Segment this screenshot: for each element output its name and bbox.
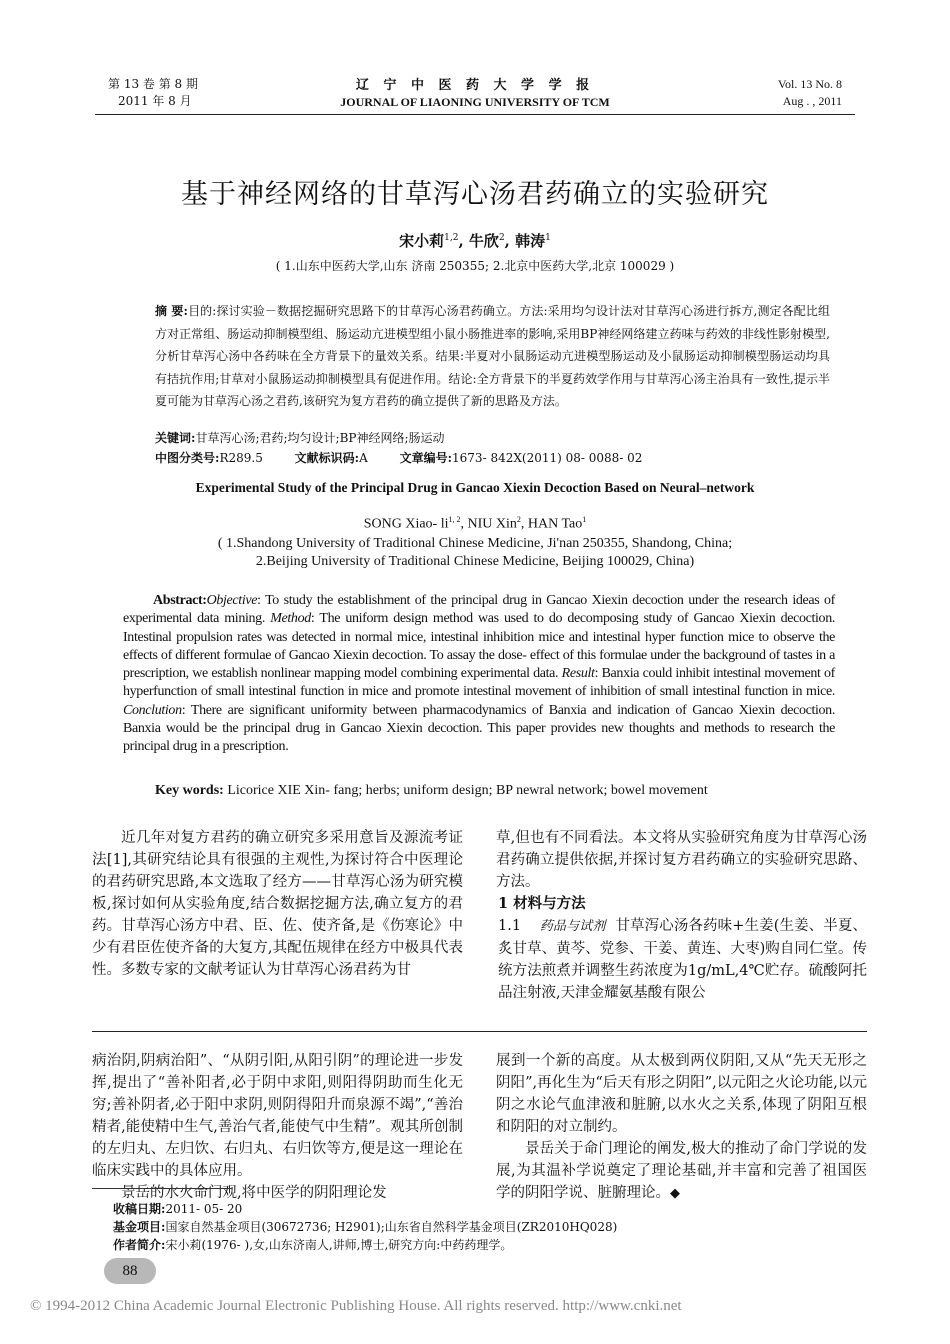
clc-value: R289.5 [219,451,263,465]
paragraph-text: 景岳关于命门理论的阐发,极大的推动了命门学说的发展,为其温补学说奠定了理论基础,并丰富和完善了祖国医学的阴阳学说、脏腑理论。 [496,1141,867,1201]
affiliation-en-line: 2.Beijing University of Traditional Chinese Medicine, Beijing 100029, China) [255,554,695,569]
doc-code-label: 文献标识码: [294,451,360,465]
authors-cn: 宋小莉$^{1,2}$, 牛欣$^2$, 韩涛$^1$ [399,232,551,250]
affiliation-en [0,535,950,571]
method-label: Method [270,611,311,627]
article-number-label: 文章编号: [399,451,453,465]
abstract-en [123,592,835,757]
author-affil-mark: 2 [516,515,521,524]
author-name: 牛欣 [468,232,499,250]
fund-text: 国家自然基金项目(30672736; H2901);山东省自然科学基金项目(ZR2010HQ028) [165,1220,618,1234]
subsection-label: 药品与试剂 [539,919,606,934]
author-affil-mark: 2 [498,233,505,243]
header-divider [95,114,855,115]
journal-name-en: JOURNAL OF LIAONING UNIVERSITY OF TCM [340,95,610,109]
objective-label: Objective [206,593,258,608]
section-heading: 1 材料与方法 [498,895,586,912]
copyright-notice: © 1994-2012 China Academic Journal Electronic Publishing House. All rights reserved. http://www.cnki.net [30,1298,682,1314]
subsection-1-1 [496,915,867,1004]
affiliation-en-line: ( 1.Shandong University of Traditional Chinese Medicine, Ji'nan 250355, Shandong, China; [217,536,733,551]
author-name: 宋小莉 [399,232,445,250]
volume-issue-cn: 第 13 卷 第 8 期 [108,77,198,91]
volume-issue-en: Vol. 13 No. 8 [777,77,842,91]
received-date: 2011- 05- 20 [165,1202,243,1216]
body-paragraph: 近几年对复方君药的确立研究多采用意旨及源流考证法[1],其研究结论具有很强的主观性,为探讨符合中医理论的君药研究思路,本文选取了经方——甘草泻心汤为研究模板,探讨如何从实验角度,结合数据挖掘方法,确立复方的君药。甘草泻心汤方中君、臣、佐、使齐备,是《伤寒论》中少有君臣佐使齐备的大复方,其配伍规律在经方中极具代表性。多数专家的文献考证认为甘草泻心汤君药为甘 [92,830,463,978]
page-number: 88 [104,1258,156,1284]
doc-code-value: A [359,451,368,465]
article-number-value: 1673- 842X(2011) 08- 0088- 02 [452,451,643,465]
author-bio-label: 作者简介: [113,1238,166,1252]
body-column-left-bottom [92,1050,463,1204]
date-cn: 2011 年 8 月 [118,94,192,108]
author-affil-mark: 1 [582,515,587,524]
end-diamond-icon: ◆ [670,1186,680,1201]
conclusion-label: Conclution [123,702,182,718]
body-column-right-top [496,827,867,1004]
body-paragraph: 景岳的水火命门观,将中医学的阴阳理论发 [121,1185,387,1201]
body-paragraph [496,1138,867,1205]
abstract-cn [155,300,830,413]
body-column-left-top [92,827,463,981]
affiliation-cn: ( 1.山东中医药大学,山东 济南 250355; 2.北京中医药大学,北京 100029 ) [275,259,675,273]
keywords-text-cn: 甘草泻心汤;君药;均匀设计;BP神经网络;肠运动 [195,431,445,445]
author-affil-mark: 1, 2 [448,515,461,524]
body-paragraph: 草,但也有不同看法。本文将从实验研究角度为甘草泻心汤君药确立提供依据,并探讨复方君药确立的实验研究思路、方法。 [496,830,867,890]
keywords-text-en: Licorice XIE Xin- fang; herbs; uniform design; BP newral network; bowel movement [223,783,708,798]
body-column-right-bottom [496,1050,867,1205]
author-name-en: , HAN Tao [520,516,583,532]
keywords-en [155,783,835,799]
result-text: : Banxia could inhibit intestinal movement of hyperfunction of small intestinal function in mice and promote intestinal movement of inhibition of small intestinal function in mice. [123,666,835,700]
author-affil-mark: 1 [545,233,551,243]
author-name: 韩涛 [515,232,546,250]
author-bio-text: 宋小莉(1976- ),女,山东济南人,讲师,博士,研究方向:中药药理学。 [165,1238,513,1252]
date-en: Aug . , 2011 [782,94,842,108]
result-label: Result [561,666,595,682]
footnote-fund [113,1218,617,1236]
body-paragraph: 病治阴,阴病治阳”、“从阴引阳,从阳引阴”的理论进一步发挥,提出了“善补阳者,必于阴中求阳,则阳得阴助而生化无穷;善补阴者,必于阳中求阴,则阴得阳升而泉源不竭”,“善治精者,能使精中生气,善治气者,能使气中生精”。观其所创制的左归丸、左归饮、右归丸、右归饮等方,便是这一理论在临床实践中的具体应用。 [92,1053,463,1179]
header-volume-en [778,76,842,110]
footnote-received [113,1200,242,1218]
footnote-author [113,1236,512,1254]
keywords-label-cn: 关键词: [155,431,196,445]
body-paragraph: 展到一个新的高度。从太极到两仪阴阳,又从“先天无形之阴阳”,再化生为“后天有形之阴阳”,以元阳之火论功能,以元阴之水论气血津液和脏腑,以水火之关系,体现了阴阳互根和阴阳的对立制约。 [496,1053,867,1135]
fund-label: 基金项目: [113,1220,166,1234]
paper-title-cn: 基于神经网络的甘草泻心汤君药确立的实验研究 [181,179,769,210]
authors-en [0,515,950,533]
paper-title-en: Experimental Study of the Principal Drug in Gancao Xiexin Decoction Based on Neural–network [195,480,755,495]
keywords-cn [155,428,830,448]
classification-row [155,448,830,468]
subsection-number: 1.1 [498,918,522,934]
author-name-en: , NIU Xin [460,516,517,532]
abstract-label-cn: 摘 要: [155,304,188,318]
abstract-text-cn: 目的:探讨实验－数据挖掘研究思路下的甘草泻心汤君药确立。方法:采用均匀设计法对甘草泻心汤进行拆方,测定各配比组方对正常组、肠运动抑制模型组、肠运动亢进模型组小鼠小肠推进率的影响,采用BP神经网络建立药味与药效的非线性影射模型,分析甘草泻心汤中各药味在全方背景下的量效关系。结果:半夏对小鼠肠运动亢进模型肠运动及小鼠肠运动抑制模型肠运动均具有拮抗作用;甘草对小鼠肠运动抑制模型具有促进作用。结论:全方背景下的半夏药效学作用与甘草泻心汤主治具有一致性,提示半夏可能为甘草泻心汤之君药,该研究为复方君药的确立提供了新的思路及方法。 [155,304,831,408]
objective-text: : To study the establishment of the principal drug in Gancao Xiexin decoction under the research ideas of experimental data mining. [123,593,835,627]
footnote-divider [92,1188,232,1189]
subsection-text: 甘草泻心汤各药味+生姜(生姜、半夏、炙甘草、黄芩、党参、干姜、黄连、大枣)购自同仁堂。传统方法煎煮并调整生药浓度为1g/mL,4℃贮存。硫酸阿托品注射液,天津金耀氨基酸有限公 [498,918,867,1001]
conclusion-text: : There are significant uniformity between pharmacodynamics of Banxia and indication of Gancao Xiexin decoction. Banxia would be the principal drug in Gancao Xiexin decoction. This paper provides new thoughts and methods to research the principal drug in a prescription. [123,702,835,755]
method-text: : The uniform design method was used to do decomposing study of Gancao Xiexin decoction. Intestinal propulsion rates was detected in normal mice, intestinal inhibition mice and intestinal hyper function mice to observe the effects of different formulae of Gancao Xiexin decoction. To assay the dose- effect of this formulae under the background of tastes in a prescription, we establish nonlinear mapping model combining experimental data. [123,611,835,682]
journal-name-cn: 辽 宁 中 医 药 大 学 学 报 [355,78,595,93]
section-divider [92,1031,867,1032]
keywords-label-en: Key words: [155,783,224,798]
clc-label: 中图分类号: [155,451,220,465]
author-name-en: SONG Xiao- li [363,516,449,532]
author-affil-mark: 1,2 [444,233,459,243]
abstract-label-en: Abstract: [153,593,207,608]
received-label: 收稿日期: [113,1202,166,1216]
